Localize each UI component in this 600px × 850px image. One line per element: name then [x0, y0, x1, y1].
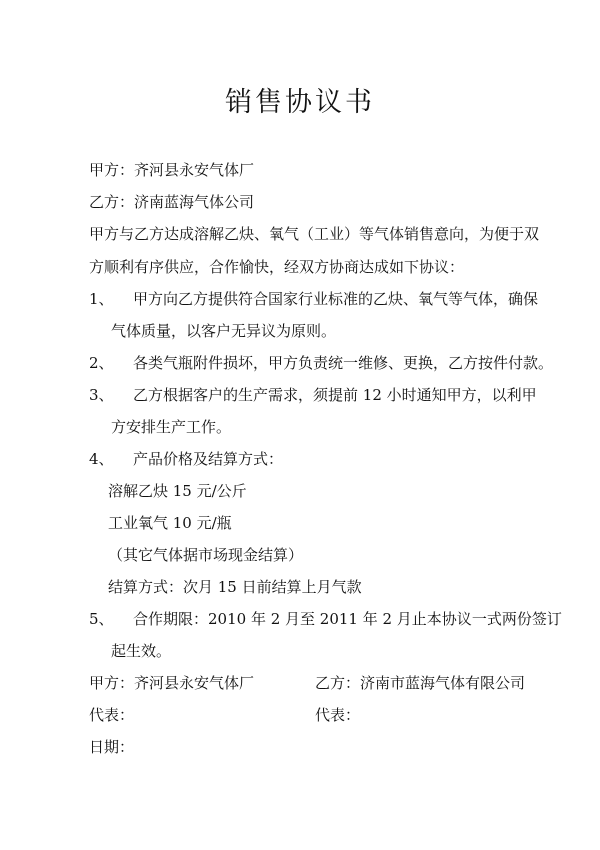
party-b-line: 乙方：济南蓝海气体公司	[89, 193, 255, 211]
intro-line-1: 甲方与乙方达成溶解乙炔、氧气（工业）等气体销售意向，为便于双	[89, 225, 540, 243]
clause-1-number: 1、	[89, 290, 114, 308]
clause-4-line-1: 产品价格及结算方式：	[133, 450, 284, 468]
price-other-gases: （其它气体据市场现金结算）	[108, 546, 304, 564]
clause-2-line-1: 各类气瓶附件损坏，甲方负责统一维修、更换，乙方按件付款。	[133, 354, 554, 372]
price-oxygen: 工业氧气 10 元/瓶	[108, 514, 232, 532]
clause-5-line-1: 合作期限：2010 年 2 月至 2011 年 2 月止本协议一式两份签订	[133, 610, 562, 628]
intro-line-2: 方顺利有序供应，合作愉快，经双方协商达成如下协议：	[89, 258, 465, 276]
date-label: 日期：	[89, 738, 135, 756]
representative-a-label: 代表：	[89, 706, 135, 724]
clause-3-line-1: 乙方根据客户的生产需求，须提前 12 小时通知甲方，以利甲	[133, 386, 537, 404]
clause-1-line-1: 甲方向乙方提供符合国家行业标准的乙炔、氧气等气体，确保	[133, 290, 539, 308]
party-a-line: 甲方：齐河县永安气体厂	[89, 161, 255, 179]
clause-5-line-2: 起生效。	[111, 642, 172, 660]
signature-party-a: 甲方：齐河县永安气体厂	[89, 674, 255, 692]
price-acetylene: 溶解乙炔 15 元/公斤	[108, 482, 247, 500]
clause-4-number: 4、	[89, 450, 114, 468]
clause-3-line-2: 方安排生产工作。	[111, 418, 232, 436]
representative-b-label: 代表：	[315, 706, 361, 724]
clause-2-number: 2、	[89, 354, 114, 372]
document-title: 销售协议书	[225, 87, 375, 118]
signature-party-b: 乙方：济南市蓝海气体有限公司	[315, 674, 526, 692]
clause-3-number: 3、	[89, 386, 114, 404]
clause-5-number: 5、	[89, 610, 114, 628]
clause-1-line-2: 气体质量，以客户无异议为原则。	[111, 322, 337, 340]
settlement-method: 结算方式：次月 15 日前结算上月气款	[108, 578, 362, 596]
